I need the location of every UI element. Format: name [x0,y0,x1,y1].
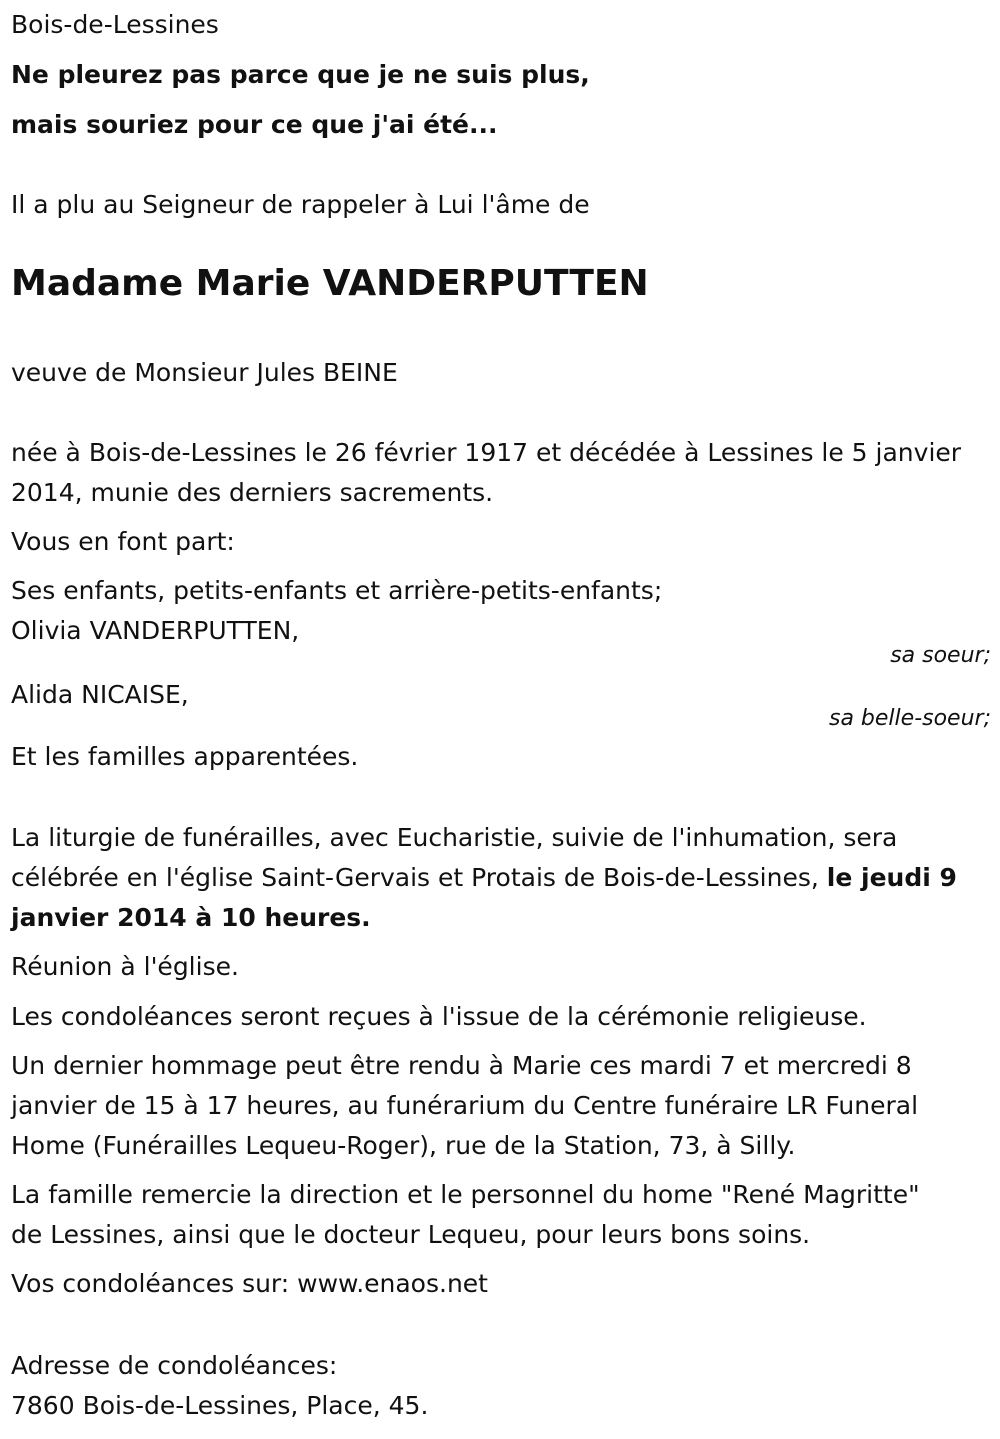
children-text: Ses enfants, petits-enfants et arrière-petits-enfants; [11,576,663,605]
ceremony-line-3: janvier 2014 à 10 heures. [11,903,371,932]
ceremony-line-1: La liturgie de funérailles, avec Eucharistie, suivie de l'inhumation, sera [11,823,898,852]
online-condolences-text: Vos condoléances sur: www.enaos.net [11,1269,488,1298]
reunion-text: Réunion à l'église. [11,952,239,981]
announce-text: Vous en font part: [11,527,235,556]
deceased-name: Madame Marie VANDERPUTTEN [11,263,649,304]
family-member-relation: sa belle-soeur; [829,706,991,731]
ceremony-line-2 [11,858,957,898]
intro-text: Il a plu au Seigneur de rappeler à Lui l'âme de [11,190,590,219]
birth-death-line-1: née à Bois-de-Lessines le 26 février 1917 et décédée à Lessines le 5 janvier [11,438,962,467]
hommage-line-3: Home (Funérailles Lequeu-Roger), rue de la Station, 73, à Silly. [11,1131,796,1160]
birth-death-line-2: 2014, munie des derniers sacrements. [11,478,494,507]
quote-line-2: mais souriez pour ce que j'ai été... [11,110,498,139]
thanks-line-1: La famille remercie la direction et le personnel du home "René Magritte" [11,1180,920,1209]
condolences-received-text: Les condoléances seront reçues à l'issue de la cérémonie religieuse. [11,1002,867,1031]
hommage-line-1: Un dernier hommage peut être rendu à Marie ces mardi 7 et mercredi 8 [11,1051,912,1080]
family-member-relation: sa soeur; [890,643,991,668]
hommage-line-2: janvier de 15 à 17 heures, au funérarium du Centre funéraire LR Funeral [11,1091,919,1120]
address-value: 7860 Bois-de-Lessines, Place, 45. [11,1391,429,1420]
family-member-name: Alida NICAISE, [11,680,189,709]
ceremony-date-bold: le jeudi 9 [826,863,957,892]
address-label: Adresse de condoléances: [11,1351,338,1380]
thanks-line-2: de Lessines, ainsi que le docteur Lequeu, pour leurs bons soins. [11,1220,811,1249]
widow-of-text: veuve de Monsieur Jules BEINE [11,358,398,387]
location-heading: Bois-de-Lessines [11,10,219,39]
ceremony-location-text: célébrée en l'église Saint-Gervais et Protais de Bois-de-Lessines, [11,863,827,892]
family-member-name: Olivia VANDERPUTTEN, [11,616,300,645]
quote-line-1: Ne pleurez pas parce que je ne suis plus, [11,60,590,89]
families-closing-text: Et les familles apparentées. [11,742,359,771]
